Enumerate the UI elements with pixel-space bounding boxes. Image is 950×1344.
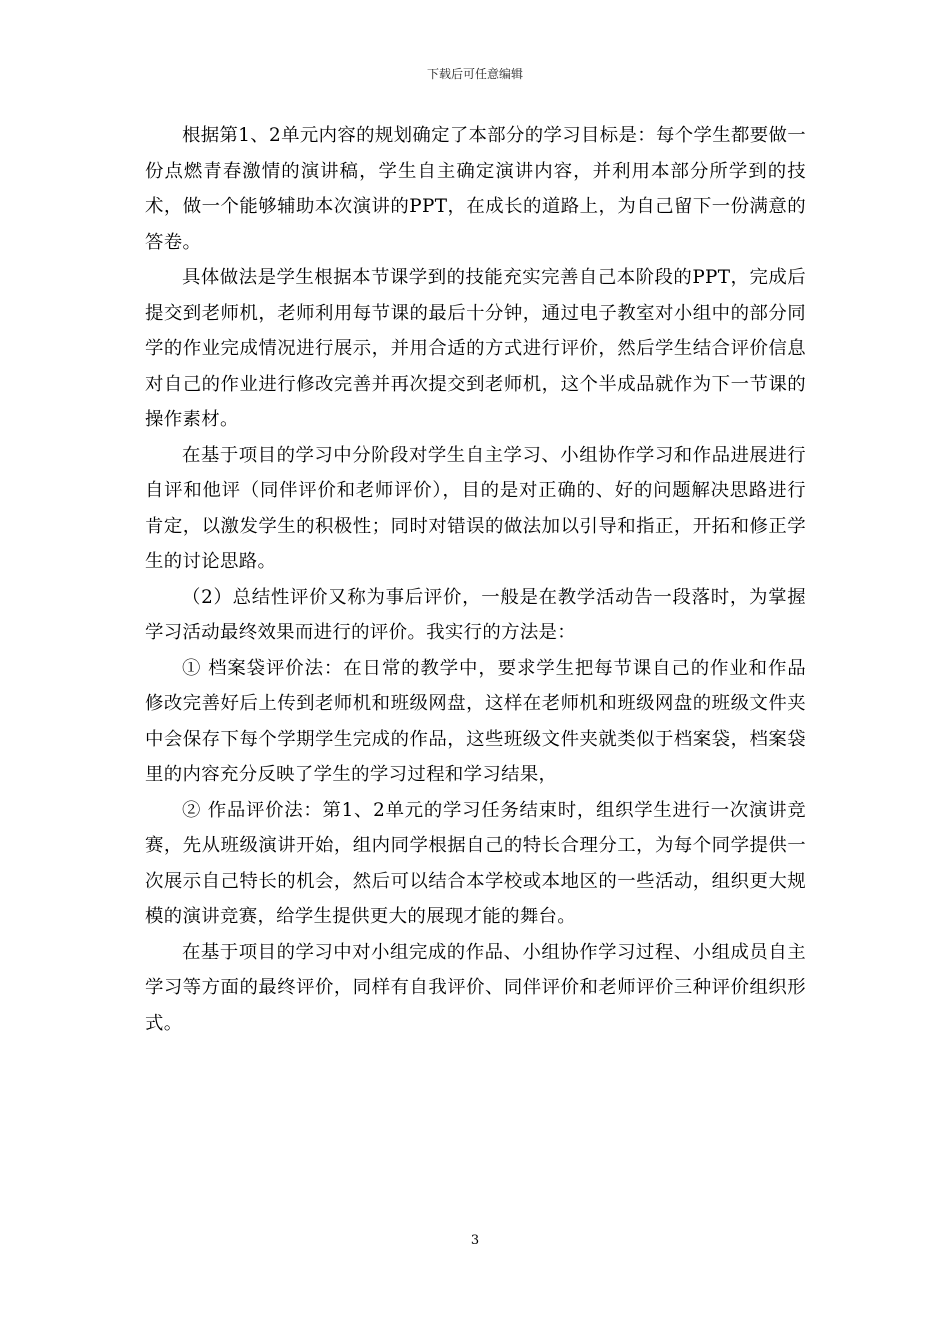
page-number: 3 (470, 1233, 480, 1248)
paragraph-work-evaluation: ② 作品评价法：第1、2单元的学习任务结束时，组织学生进行一次演讲竞赛，先从班级演讲开始，组内同学根据自己的特长合理分工，为每个同学提供一次展示自己特长的机会，然后可以结合本学校或本地区的一些活动，组织更大规模的演讲竞赛，给学生提供更大的展现才能的舞台。 (145, 799, 806, 927)
paragraph-final-evaluation: 在基于项目的学习中对小组完成的作品、小组协作学习过程、小组成员自主学习等方面的最终评价，同样有自我评价、同伴评价和老师评价三种评价组织形式。 (145, 941, 806, 1034)
paragraph-staged-evaluation: 在基于项目的学习中分阶段对学生自主学习、小组协作学习和作品进展进行自评和他评（同伴评价和老师评价），目的是对正确的、好的问题解决思路进行肯定，以激发学生的积极性；同时对错误的做法加以引导和指正，开拓和修正学生的讨论思路。 (145, 444, 806, 572)
paragraph-portfolio-evaluation: ① 档案袋评价法：在日常的教学中，要求学生把每节课自己的作业和作品修改完善好后上传到老师机和班级网盘，这样在老师机和班级网盘的班级文件夹中会保存下每个学期学生完成的作品，这些班级文件夹就类似于档案袋，档案袋里的内容充分反映了学生的学习过程和学习结果， (145, 657, 806, 785)
paragraph-learning-goals: 根据第1、2单元内容的规划确定了本部分的学习目标是：每个学生都要做一份点燃青春激情的演讲稿，学生自主确定演讲内容，并利用本部分所学到的技术，做一个能够辅助本次演讲的PPT，在成长的道路上，为自己留下一份满意的答卷。 (145, 125, 806, 253)
paragraph-summative-evaluation: （2）总结性评价又称为事后评价，一般是在教学活动告一段落时，为掌握学习活动最终效果而进行的评价。我实行的方法是： (145, 586, 806, 643)
paragraph-method: 具体做法是学生根据本节课学到的技能充实完善自己本阶段的PPT，完成后提交到老师机，老师利用每节课的最后十分钟，通过电子教室对小组中的部分同学的作业完成情况进行展示，并用合适的方式进行评价，然后学生结合评价信息对自己的作业进行修改完善并再次提交到老师机，这个半成品就作为下一节课的操作素材。 (145, 267, 806, 430)
page-header: 下载后可任意编辑 (426, 67, 523, 81)
document-body (145, 118, 806, 1041)
